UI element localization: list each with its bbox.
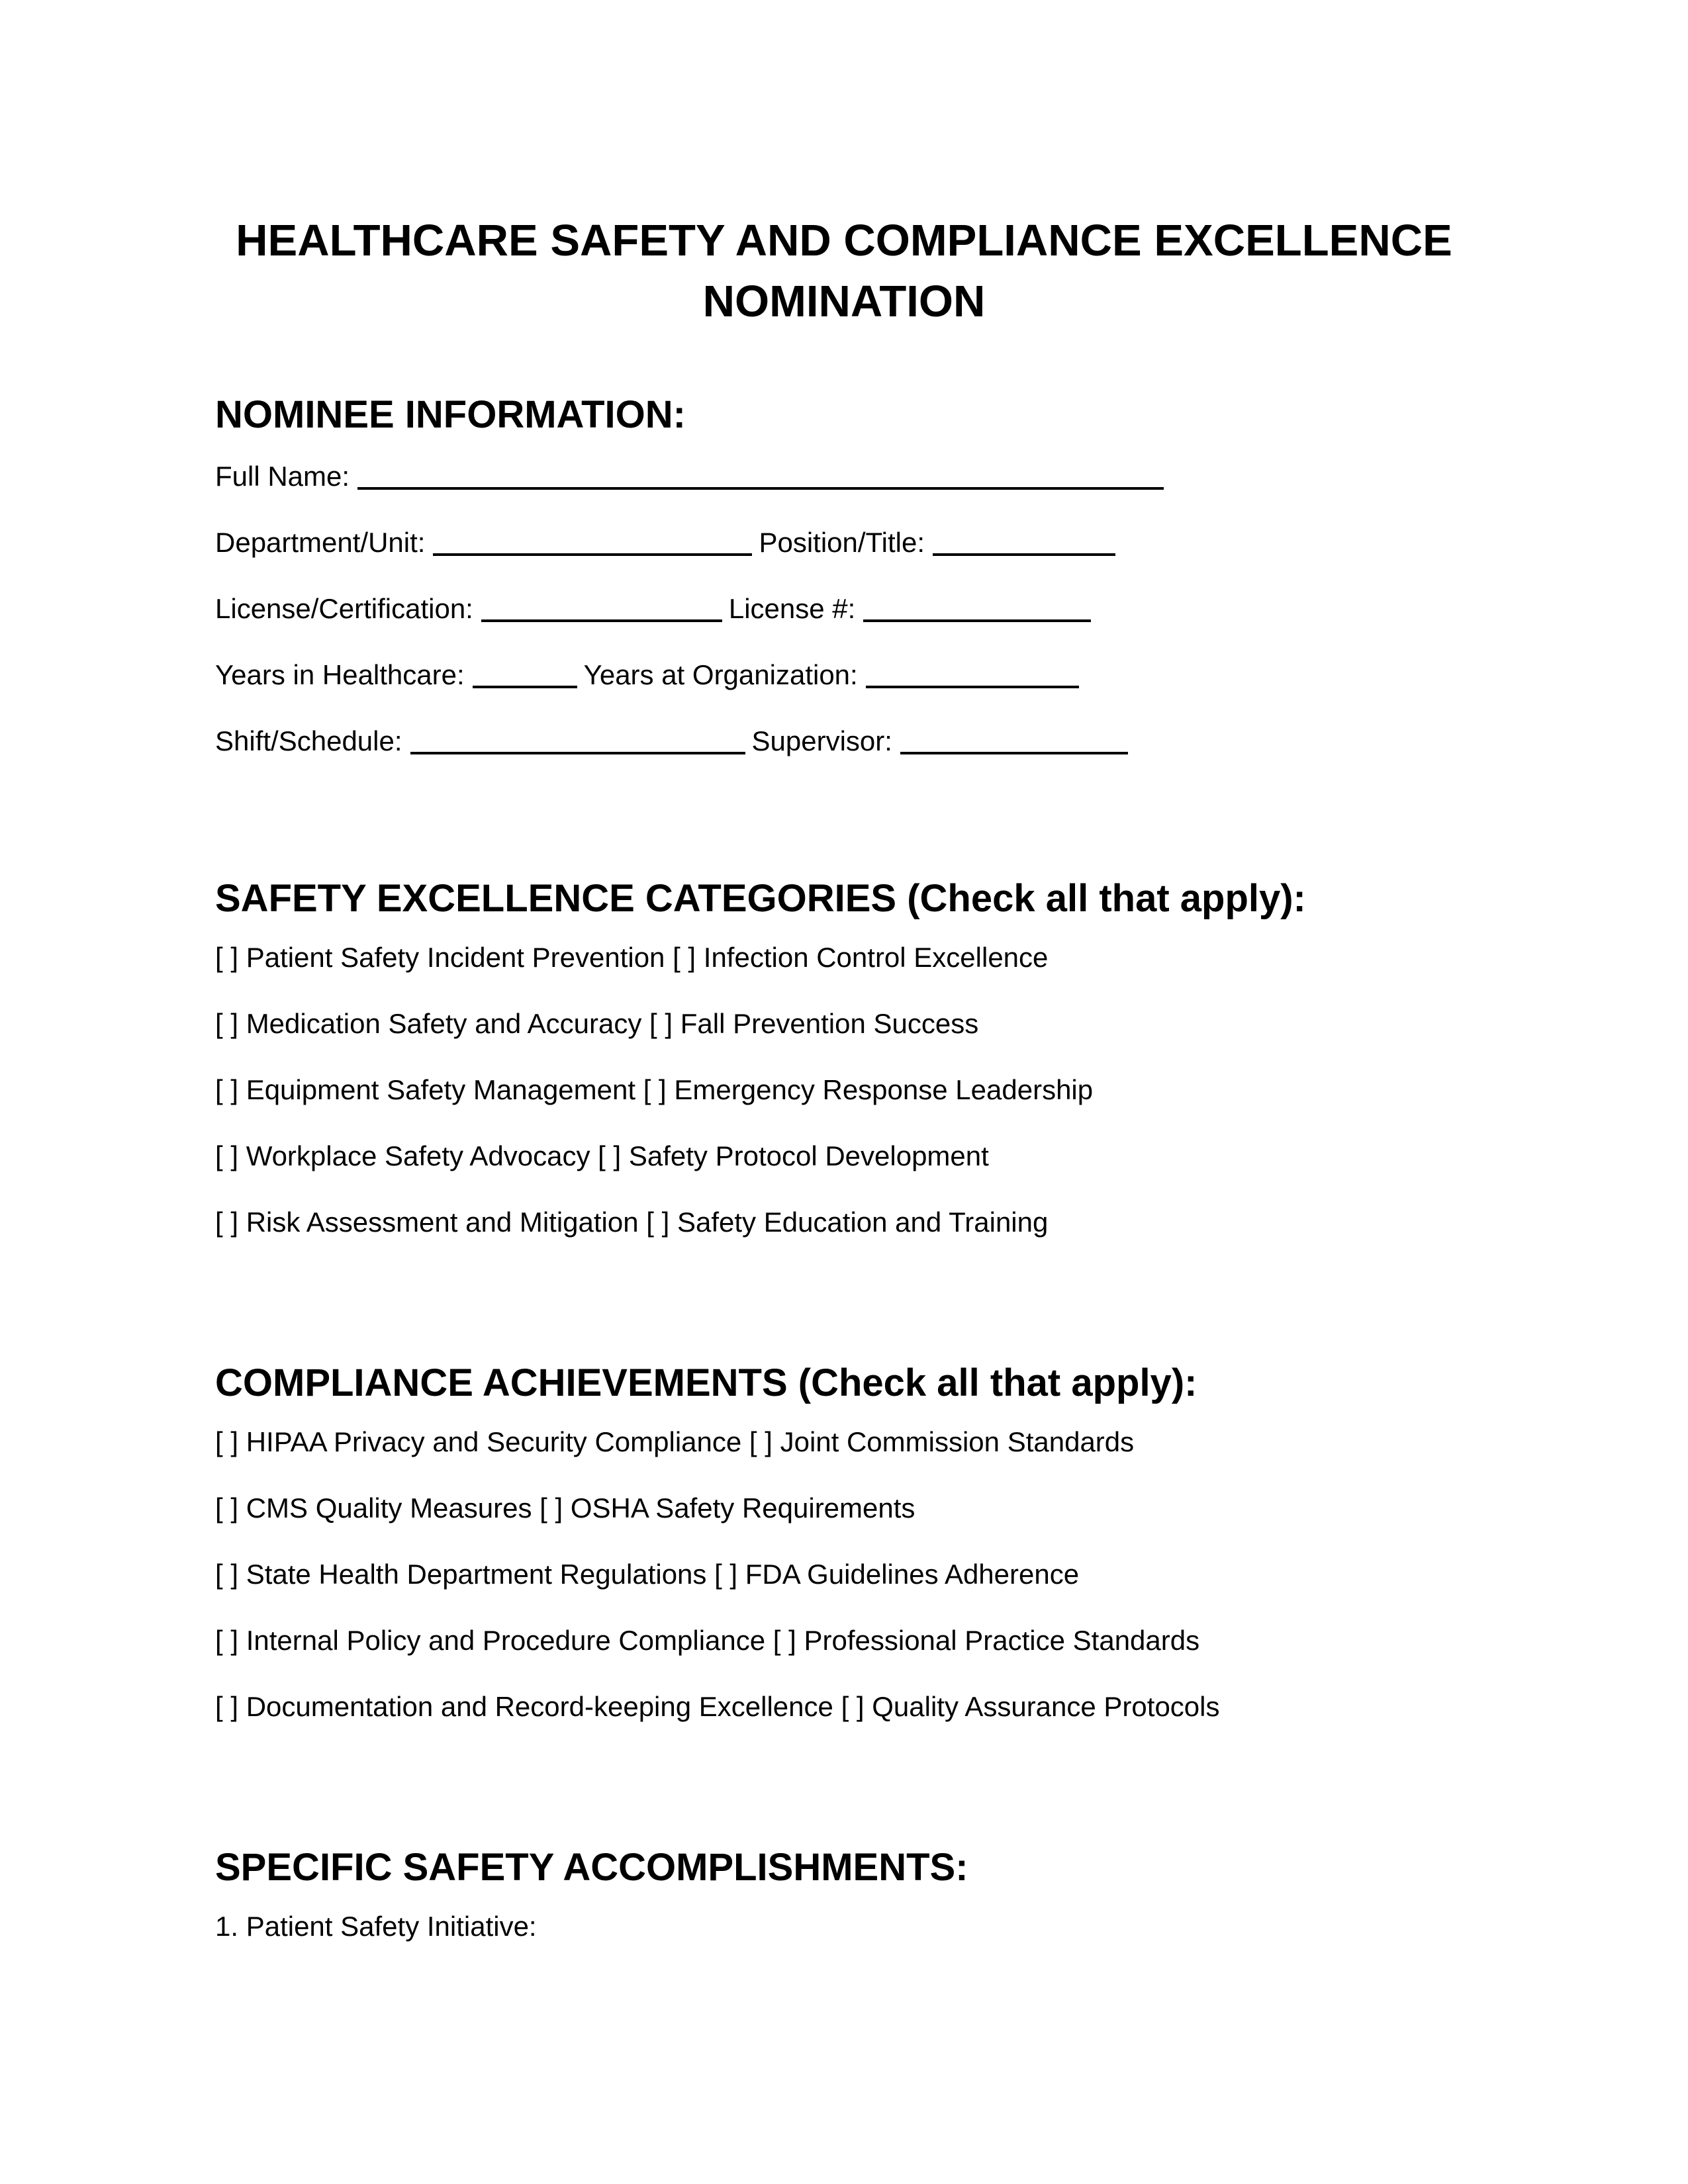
years-healthcare-label: Years in Healthcare: (215, 659, 465, 690)
checkbox-safety-protocol-development[interactable]: [ ] (598, 1140, 622, 1171)
compliance-label: CMS Quality Measures (246, 1492, 532, 1524)
category-label: Emergency Response Leadership (674, 1074, 1094, 1105)
patient-safety-initiative-item: 1. Patient Safety Initiative: (215, 1911, 537, 1942)
checkbox-workplace-safety-advocacy[interactable]: [ ] (215, 1140, 239, 1171)
category-label: Risk Assessment and Mitigation (246, 1206, 639, 1238)
compliance-row (215, 1558, 1079, 1591)
safety-categories-heading: SAFETY EXCELLENCE CATEGORIES (Check all that apply): (215, 877, 1306, 920)
category-label: Safety Protocol Development (628, 1140, 989, 1171)
full-name-field[interactable] (357, 461, 1164, 490)
years-organization-field[interactable] (866, 659, 1079, 688)
checkbox-infection-control-excellence[interactable]: [ ] (673, 942, 696, 973)
compliance-label: OSHA Safety Requirements (570, 1492, 915, 1524)
shift-label: Shift/Schedule: (215, 725, 402, 756)
checkbox-quality-assurance[interactable]: [ ] (841, 1691, 865, 1722)
safety-category-row (215, 1140, 989, 1173)
years-row (215, 655, 1086, 692)
compliance-label: Internal Policy and Procedure Compliance (246, 1625, 766, 1656)
license-row (215, 589, 1098, 625)
checkbox-cms-quality[interactable]: [ ] (215, 1492, 239, 1524)
license-number-field[interactable] (863, 593, 1091, 622)
document-title: HEALTHCARE SAFETY AND COMPLIANCE EXCELLENCE NOMINATION (236, 216, 1452, 326)
compliance-row (215, 1624, 1199, 1657)
checkbox-equipment-safety[interactable]: [ ] (215, 1074, 239, 1105)
safety-category-row (215, 941, 1048, 974)
compliance-label: HIPAA Privacy and Security Compliance (246, 1426, 742, 1457)
checkbox-emergency-response[interactable]: [ ] (643, 1074, 667, 1105)
license-number-label: License #: (728, 593, 856, 624)
category-label: Safety Education and Training (677, 1206, 1049, 1238)
checkbox-state-health-dept[interactable]: [ ] (215, 1559, 239, 1590)
checkbox-joint-commission[interactable]: [ ] (749, 1426, 773, 1457)
full-name-label: Full Name: (215, 461, 350, 492)
nominee-information-heading: NOMINEE INFORMATION: (215, 393, 686, 436)
department-label: Department/Unit: (215, 527, 426, 558)
checkbox-fda-guidelines[interactable]: [ ] (714, 1559, 738, 1590)
supervisor-label: Supervisor: (751, 725, 892, 756)
category-label: Medication Safety and Accuracy (246, 1008, 642, 1039)
checkbox-osha[interactable]: [ ] (539, 1492, 563, 1524)
category-label: Infection Control Excellence (703, 942, 1049, 973)
checkbox-hipaa[interactable]: [ ] (215, 1426, 239, 1457)
checkbox-medication-safety[interactable]: [ ] (215, 1008, 239, 1039)
license-cert-field[interactable] (481, 593, 722, 622)
position-label: Position/Title: (759, 527, 925, 558)
shift-supervisor-row (215, 721, 1135, 758)
category-label: Patient Safety Incident Prevention (246, 942, 665, 973)
checkbox-professional-practice[interactable]: [ ] (773, 1625, 796, 1656)
specific-accomplishments-heading: SPECIFIC SAFETY ACCOMPLISHMENTS: (215, 1846, 968, 1889)
department-position-row (215, 523, 1122, 559)
compliance-label: Professional Practice Standards (804, 1625, 1200, 1656)
full-name-row (215, 457, 1170, 493)
compliance-row (215, 1492, 915, 1525)
category-label: Fall Prevention Success (680, 1008, 979, 1039)
years-healthcare-field[interactable] (473, 659, 577, 688)
checkbox-internal-policy[interactable]: [ ] (215, 1625, 239, 1656)
checkbox-safety-education[interactable]: [ ] (646, 1206, 670, 1238)
compliance-row (215, 1690, 1220, 1723)
compliance-label: State Health Department Regulations (246, 1559, 707, 1590)
checkbox-fall-prevention[interactable]: [ ] (649, 1008, 673, 1039)
safety-category-row (215, 1073, 1093, 1107)
checkbox-patient-safety-incident-prevention[interactable]: [ ] (215, 942, 239, 973)
checkbox-risk-assessment[interactable]: [ ] (215, 1206, 239, 1238)
supervisor-field[interactable] (900, 725, 1128, 754)
position-field[interactable] (933, 527, 1115, 556)
compliance-label: Quality Assurance Protocols (872, 1691, 1220, 1722)
compliance-label: Documentation and Record-keeping Excellence (246, 1691, 833, 1722)
compliance-row (215, 1426, 1134, 1459)
compliance-achievements-heading: COMPLIANCE ACHIEVEMENTS (Check all that apply): (215, 1361, 1197, 1404)
department-field[interactable] (433, 527, 752, 556)
years-organization-label: Years at Organization: (583, 659, 858, 690)
checkbox-documentation[interactable]: [ ] (215, 1691, 239, 1722)
license-cert-label: License/Certification: (215, 593, 473, 624)
category-label: Equipment Safety Management (246, 1074, 636, 1105)
category-label: Workplace Safety Advocacy (246, 1140, 590, 1171)
shift-field[interactable] (410, 725, 745, 754)
compliance-label: Joint Commission Standards (780, 1426, 1135, 1457)
compliance-label: FDA Guidelines Adherence (745, 1559, 1080, 1590)
safety-category-row (215, 1206, 1048, 1239)
safety-category-row (215, 1007, 978, 1040)
